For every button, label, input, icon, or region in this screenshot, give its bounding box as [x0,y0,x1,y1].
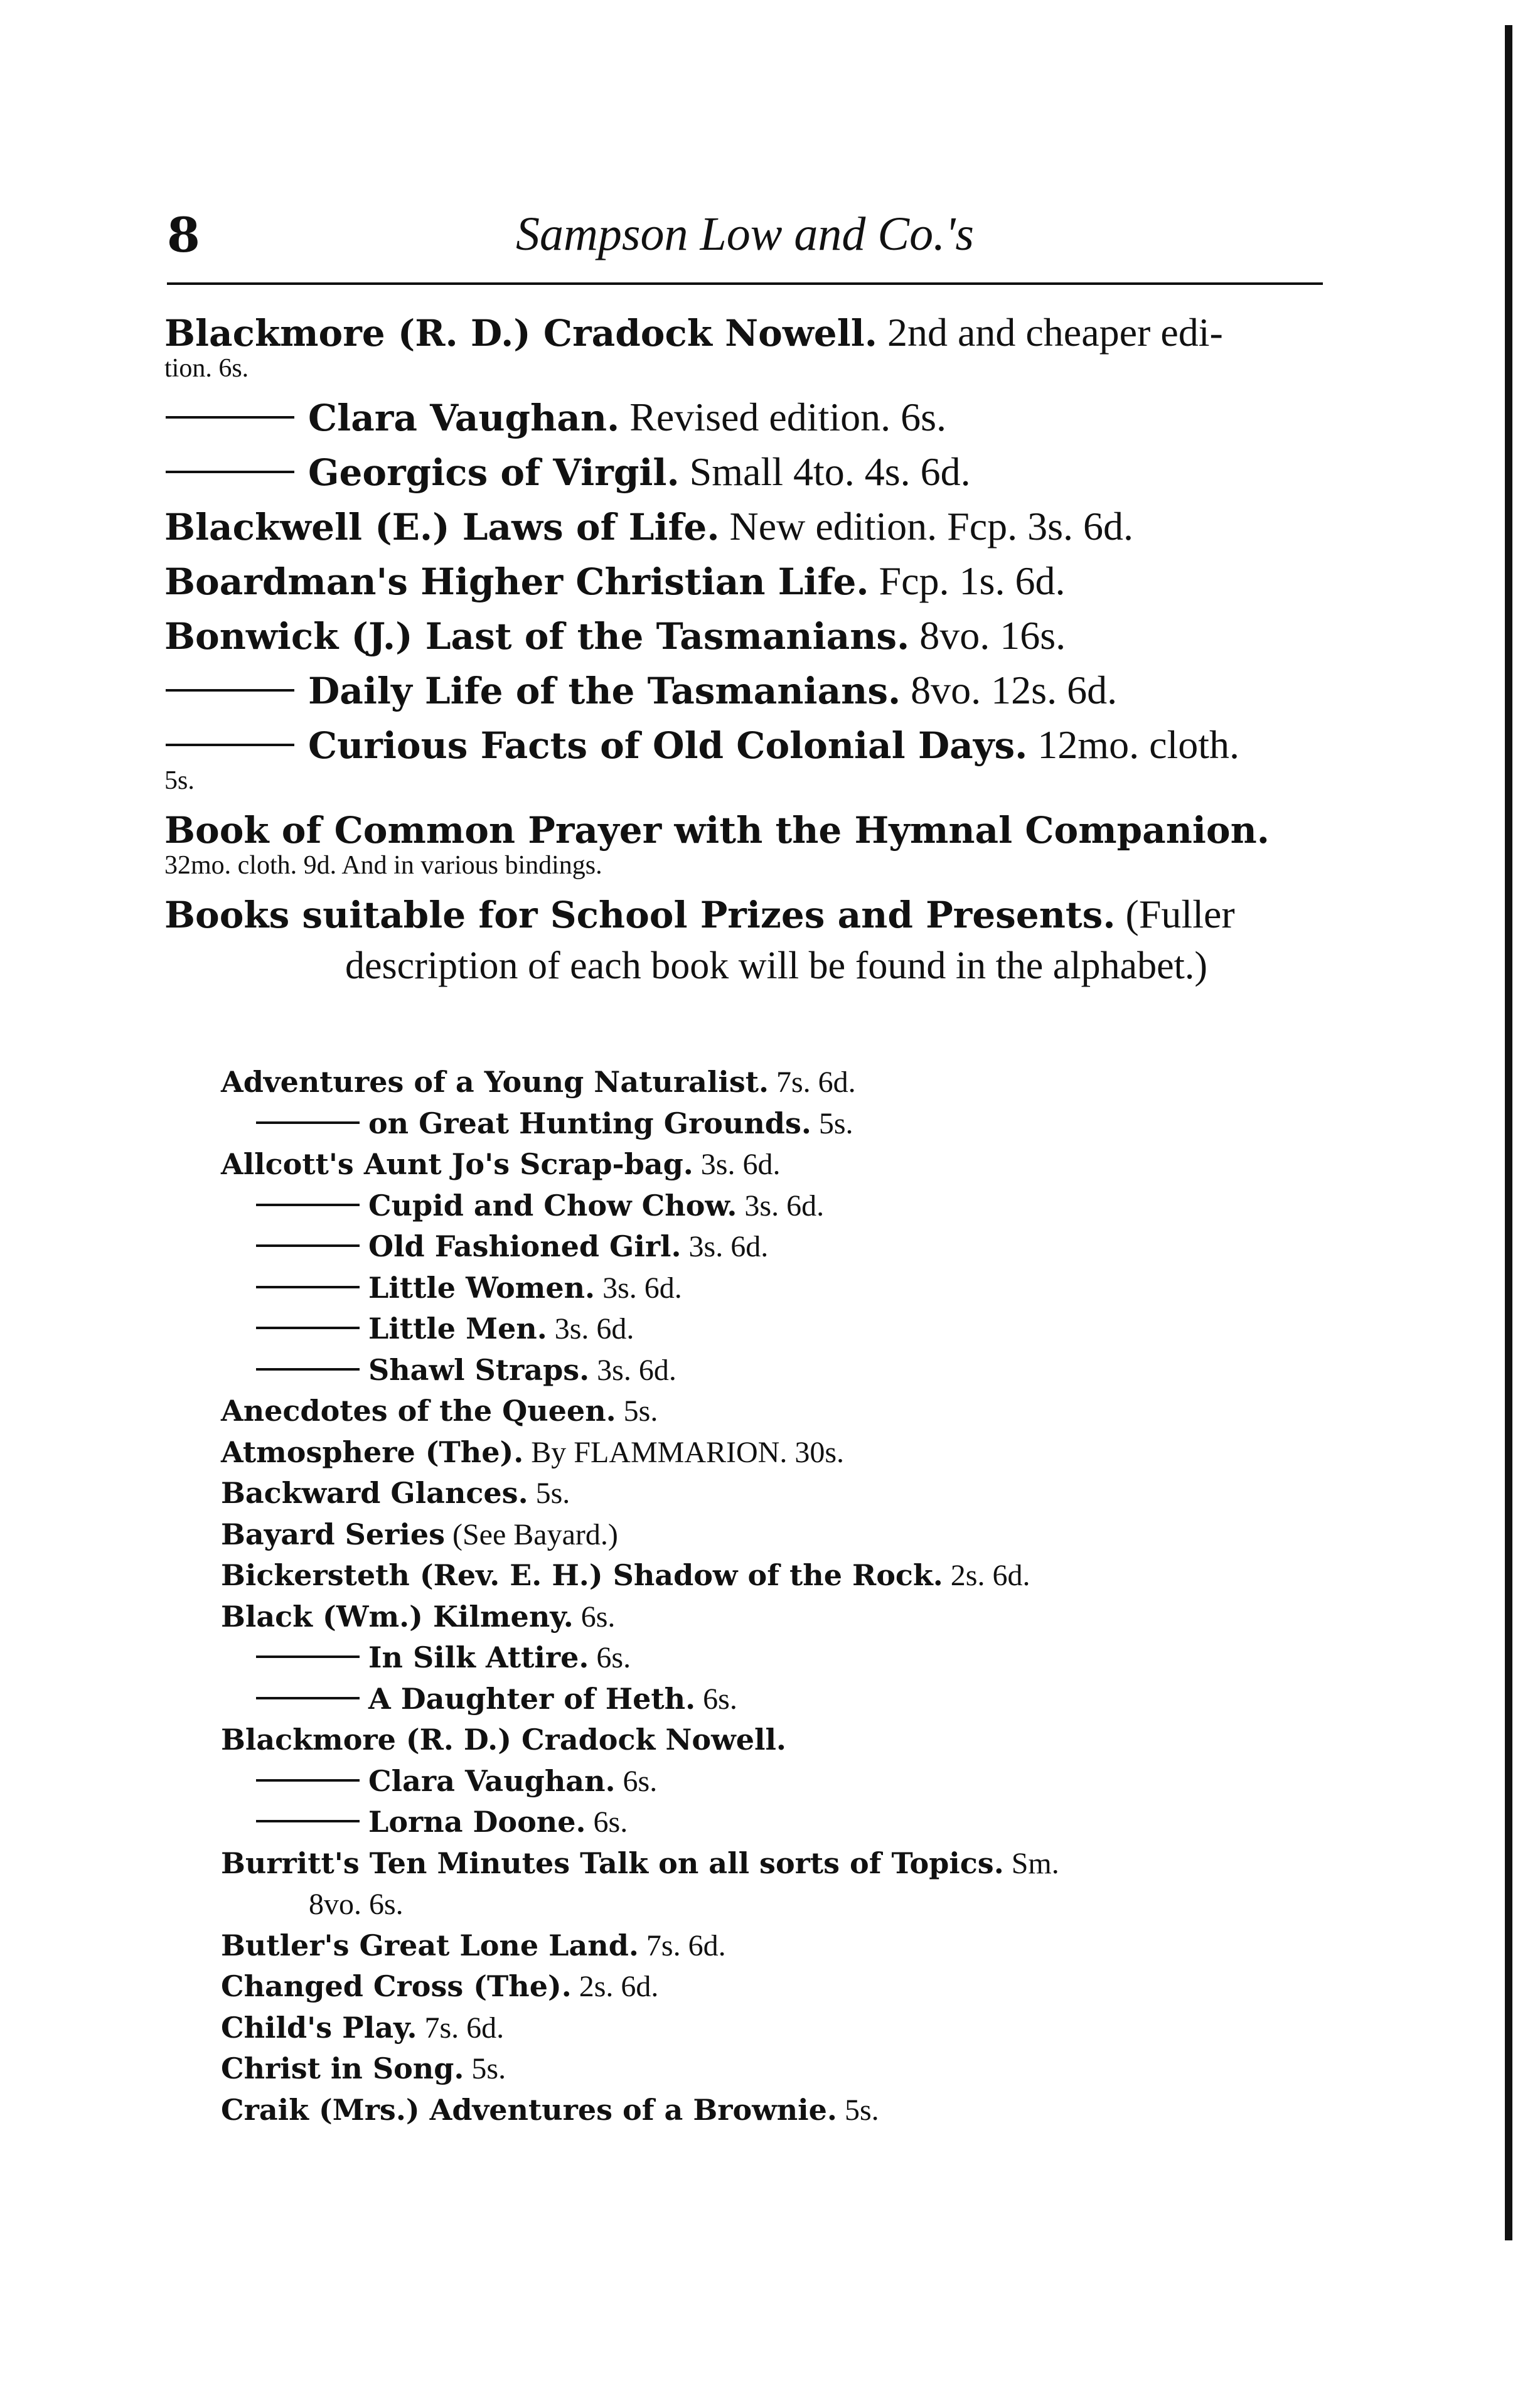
ditto-dash [166,689,294,692]
entry-details: 3s. 6d. [595,1271,682,1305]
prize-entry [221,1720,1325,1761]
entry-title: Cupid and Chow Chow. [368,1188,737,1222]
entry-title: Book of Common Prayer with the Hymnal Companion. [164,809,1270,852]
entry-title: Butler's Great Lone Land. [221,1928,639,1962]
ditto-dash [256,1656,360,1658]
entry-title: Boardman's Higher Christian Life. [164,560,869,603]
catalogue-entry [164,611,1332,661]
prize-entry [221,1308,1325,1350]
catalogue-entry [164,447,1332,498]
prize-entry [221,1802,1325,1843]
entry-details: 6s. [695,1682,737,1716]
ditto-dash [256,1779,360,1782]
entry-title: A Daughter of Heth. [368,1681,696,1716]
header-rule [167,282,1323,285]
entry-title: Little Women. [368,1270,596,1305]
entry-details: 5s. [811,1106,853,1140]
entry-title: Christ in Song. [221,2051,464,2085]
running-title: Sampson Low and Co.'s [516,208,974,260]
prize-entry [221,1144,1325,1185]
entry-title: Craik (Mrs.) Adventures of a Brownie. [221,2092,837,2127]
entry-continuation: 8vo. 6s. [309,1888,404,1921]
entry-details: 6s. [589,1641,631,1674]
prize-entry [221,1062,1325,1103]
section-description: description of each book will be found in the alphabet.) [345,944,1207,987]
catalogue-entries [164,308,1332,999]
catalogue-entry [164,556,1332,607]
page-header [167,207,1323,282]
page-number: 8 [167,207,200,263]
entry-details: 2s. 6d. [571,1970,659,2003]
entry-details: Fcp. 1s. 6d. [869,559,1066,603]
prize-entry [221,1761,1325,1802]
catalogue-entry [164,720,1332,771]
prize-entry [221,1391,1325,1432]
entry-details: 8vo. 16s. [909,613,1066,658]
prize-entry [221,1103,1325,1145]
entry-details: Revised edition. 6s. [619,395,947,439]
entry-title: Books suitable for School Prizes and Presents. [164,894,1116,936]
entry-details: 6s. [573,1600,616,1634]
ditto-dash [166,471,294,473]
ditto-dash [256,1286,360,1288]
ditto-dash [256,1244,360,1247]
entry-title: Changed Cross (The). [221,1969,572,2003]
entry-details: 6s. [615,1764,658,1798]
prize-entry [221,1555,1325,1597]
entry-details: (See Bayard.) [445,1517,618,1551]
catalogue-entry [164,665,1332,716]
entry-details: 6s. [586,1805,628,1839]
entry-continuation: 5s. [164,766,195,795]
prize-entry [221,2008,1325,2049]
entry-title: Blackmore (R. D.) Cradock Nowell. [221,1723,786,1757]
entry-details: New edition. Fcp. 3s. 6d. [719,504,1134,548]
entry-details: 5s. [837,2093,879,2127]
entry-title: Clara Vaughan. [368,1763,616,1798]
ditto-dash [256,1820,360,1822]
catalogue-entry [164,805,1332,855]
entry-details: 7s. 6d. [638,1928,726,1962]
entry-details: Small 4to. 4s. 6d. [679,449,971,494]
entry-title: Backward Glances. [221,1476,528,1510]
entry-title: Burritt's Ten Minutes Talk on all sorts of Topics. [221,1846,1004,1880]
prize-entry [221,1597,1325,1638]
prize-entry [221,1226,1325,1268]
ditto-dash [256,1327,360,1329]
entry-title: Curious Facts of Old Colonial Days. [308,724,1028,767]
entry-title: Black (Wm.) Kilmeny. [221,1599,574,1634]
entry-details: 5s. [528,1477,570,1510]
entry-title: Bickersteth (Rev. E. H.) Shadow of the Rock. [221,1558,943,1592]
prize-entry [221,1679,1325,1720]
entry-details: By FLAMMARION. 30s. [523,1435,844,1469]
entry-details: (Fuller [1115,892,1235,936]
entry-title: Bonwick (J.) Last of the Tasmanians. [164,615,910,658]
catalogue-entry [164,501,1332,552]
prize-entry [221,1966,1325,2008]
entry-title: Clara Vaughan. [308,397,620,439]
prize-entry [221,1350,1325,1391]
entry-title: Adventures of a Young Naturalist. [221,1065,769,1099]
entry-details: 2nd and cheaper edi- [877,310,1223,355]
entry-continuation: tion. 6s. [164,354,249,383]
entry-details: 3s. 6d. [547,1312,634,1345]
entry-title: Bayard Series [221,1517,445,1551]
entry-details: 5s. [616,1394,658,1428]
entry-title: Blackmore (R. D.) Cradock Nowell. [164,312,877,355]
entry-details: 7s. 6d. [769,1066,856,1099]
prize-entry [221,2090,1325,2131]
ditto-dash [166,416,294,419]
entry-details: 3s. 6d. [737,1189,825,1222]
ditto-dash [256,1697,360,1699]
entry-details: 7s. 6d. [417,2011,505,2045]
entry-details: 2s. 6d. [943,1559,1030,1592]
prize-entry [221,1473,1325,1514]
prize-entry [221,1925,1325,1967]
entry-title: Allcott's Aunt Jo's Scrap-bag. [221,1147,693,1181]
entry-title: Atmosphere (The). [221,1435,524,1469]
prize-entry [221,1432,1325,1474]
school-prizes-list [221,1062,1325,2131]
prize-entry [221,1268,1325,1309]
entry-title: on Great Hunting Grounds. [368,1106,811,1140]
prize-entry [221,1514,1325,1556]
catalogue-entry [164,392,1332,443]
ditto-dash [256,1121,360,1124]
entry-details: 3s. 6d. [589,1353,676,1387]
ditto-dash [256,1368,360,1371]
prize-entry [221,2048,1325,2090]
entry-title: Child's Play. [221,2010,417,2045]
entry-details: 12mo. cloth. [1027,722,1240,767]
entry-title: Old Fashioned Girl. [368,1229,682,1263]
catalogue-entry [164,889,1332,940]
prize-entry [221,1843,1325,1885]
page-edge-rule [1505,25,1512,2240]
entry-title: Anecdotes of the Queen. [221,1394,616,1428]
entry-title: Daily Life of the Tasmanians. [308,670,901,712]
catalogue-entry [164,308,1332,358]
entry-title: Lorna Doone. [368,1805,586,1839]
entry-continuation: 32mo. cloth. 9d. And in various bindings. [164,851,602,880]
entry-title: Blackwell (E.) Laws of Life. [164,506,720,548]
entry-details: 8vo. 12s. 6d. [901,668,1118,712]
entry-details: 3s. 6d. [681,1230,769,1263]
prize-entry [221,1185,1325,1227]
entry-title: Georgics of Virgil. [308,451,680,494]
ditto-dash [256,1204,360,1206]
prize-entry [221,1637,1325,1679]
entry-title: Shawl Straps. [368,1352,590,1387]
entry-title: Little Men. [368,1312,547,1345]
entry-details: 3s. 6d. [693,1148,781,1181]
ditto-dash [166,744,294,746]
entry-title: In Silk Attire. [368,1640,589,1674]
entry-details: 5s. [464,2052,506,2085]
entry-details: Sm. [1003,1846,1059,1880]
